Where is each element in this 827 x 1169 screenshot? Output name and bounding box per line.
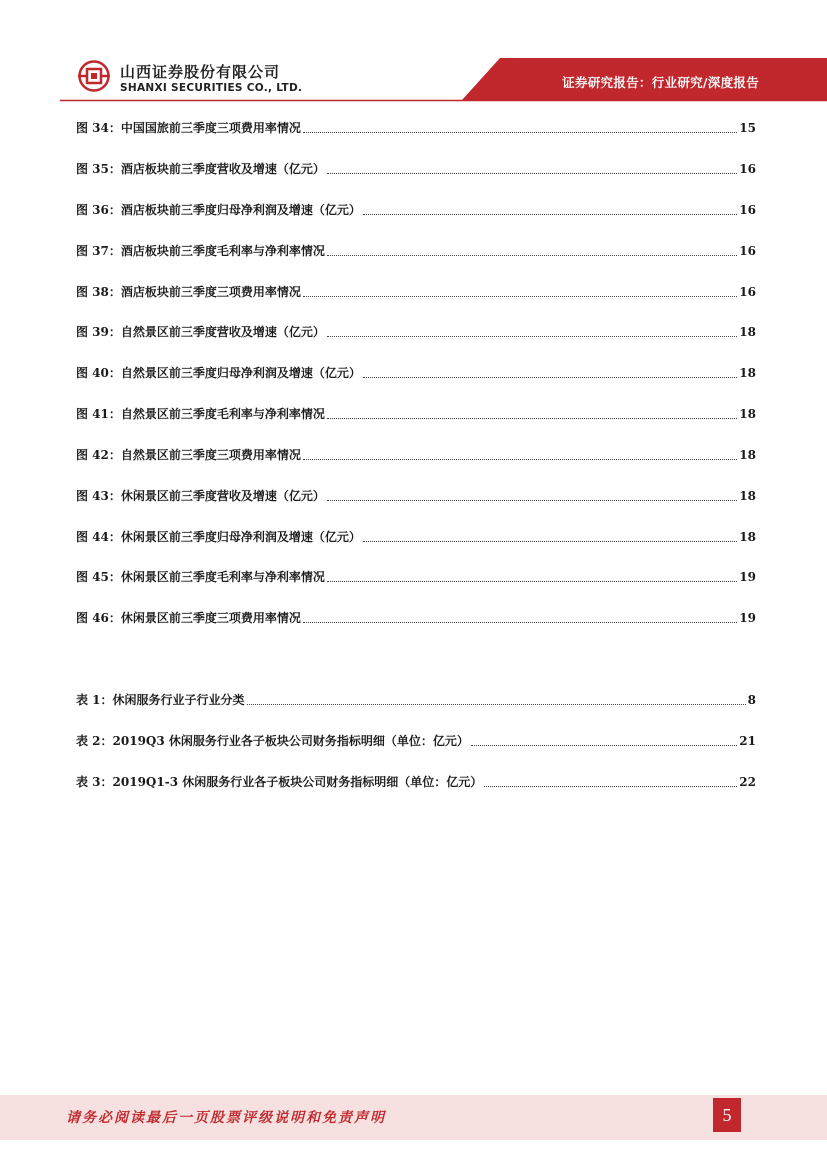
toc-entry-label: 图 34：中国国旅前三季度三项费用率情况: [76, 121, 301, 135]
toc-entry-label: 图 46：休闲景区前三季度三项费用率情况: [76, 611, 301, 625]
toc-entry-page: 18: [739, 489, 756, 503]
toc-leader-dots: [363, 376, 737, 378]
toc-entry-label: 表 2：2019Q3 休闲服务行业各子板块公司财务指标明细（单位：亿元）: [76, 734, 469, 748]
page-number: 5: [713, 1098, 741, 1132]
toc-entry-page: 16: [739, 162, 756, 176]
toc-entry-figure-45[interactable]: [76, 567, 756, 585]
toc-entry-figure-37[interactable]: [76, 241, 756, 259]
toc-leader-dots: [303, 295, 737, 297]
toc-entry-page: 15: [739, 121, 756, 135]
toc-entry-label: 图 44：休闲景区前三季度归母净利润及增速（亿元）: [76, 530, 361, 544]
toc-entry-label: 表 3：2019Q1-3 休闲服务行业各子板块公司财务指标明细（单位：亿元）: [76, 775, 483, 789]
toc-entry-page: 18: [739, 407, 756, 421]
toc-entry-page: 21: [739, 734, 756, 748]
toc-leader-dots: [303, 131, 737, 133]
toc-leader-dots: [327, 499, 737, 501]
toc-entry-figure-34[interactable]: [76, 118, 756, 136]
toc-entry-figure-40[interactable]: [76, 363, 756, 381]
toc-entry-page: 16: [739, 244, 756, 258]
toc-leader-dots: [327, 580, 737, 582]
toc-leader-dots: [327, 417, 737, 419]
toc-leader-dots: [363, 540, 737, 542]
toc-leader-dots: [363, 213, 737, 215]
toc-entry-page: 19: [739, 570, 756, 584]
toc-entry-page: 22: [739, 775, 756, 789]
toc-entry-label: 图 43：休闲景区前三季度营收及增速（亿元）: [76, 489, 325, 503]
toc-entry-label: 图 40：自然景区前三季度归母净利润及增速（亿元）: [76, 366, 361, 380]
toc-entry-figure-39[interactable]: [76, 322, 756, 340]
toc-entry-page: 19: [739, 611, 756, 625]
toc-entry-figure-43[interactable]: [76, 486, 756, 504]
toc-entry-page: 16: [739, 203, 756, 217]
toc-entry-figure-36[interactable]: [76, 200, 756, 218]
toc-entry-label: 图 38：酒店板块前三季度三项费用率情况: [76, 285, 301, 299]
toc-entry-figure-38[interactable]: [76, 282, 756, 300]
toc-entry-label: 图 41：自然景区前三季度毛利率与净利率情况: [76, 407, 325, 421]
toc-leader-dots: [484, 785, 737, 787]
toc-entry-page: 18: [739, 366, 756, 380]
toc-entry-page: 18: [739, 448, 756, 462]
toc-entry-label: 图 42：自然景区前三季度三项费用率情况: [76, 448, 301, 462]
toc-entry-figure-35[interactable]: [76, 159, 756, 177]
disclaimer-note: 请务必阅读最后一页股票评级说明和免责声明: [66, 1110, 386, 1126]
report-type-label: 证券研究报告：行业研究/深度报告: [562, 75, 759, 90]
toc-entry-page: 8: [747, 693, 756, 707]
toc-entry-page: 16: [739, 285, 756, 299]
toc-entry-table-1[interactable]: [76, 690, 756, 708]
toc-entry-page: 18: [739, 530, 756, 544]
company-name-cn: 山西证券股份有限公司: [120, 63, 281, 81]
page-header: [0, 0, 827, 110]
company-name-en: SHANXI SECURITIES CO., LTD.: [120, 82, 303, 94]
toc-leader-dots: [471, 744, 737, 746]
toc-entry-table-3[interactable]: [76, 772, 756, 790]
toc-leader-dots: [327, 172, 737, 174]
toc-entry-figure-41[interactable]: [76, 404, 756, 422]
toc-entry-figure-44[interactable]: [76, 527, 756, 545]
toc-entry-figure-42[interactable]: [76, 445, 756, 463]
toc-entry-label: 图 37：酒店板块前三季度毛利率与净利率情况: [76, 244, 325, 258]
toc-entry-page: 18: [739, 325, 756, 339]
toc-entry-label: 图 35：酒店板块前三季度营收及增速（亿元）: [76, 162, 325, 176]
toc-leader-dots: [327, 335, 737, 337]
toc-leader-dots: [303, 621, 737, 623]
toc-entry-figure-46[interactable]: [76, 608, 756, 626]
toc-entry-label: 图 36：酒店板块前三季度归母净利润及增速（亿元）: [76, 203, 361, 217]
toc-entry-table-2[interactable]: [76, 731, 756, 749]
toc-leader-dots: [303, 458, 737, 460]
company-logo-icon: [78, 60, 110, 92]
toc-leader-dots: [247, 703, 746, 705]
toc-entry-label: 表 1：休闲服务行业子行业分类: [76, 693, 245, 707]
toc-leader-dots: [327, 254, 737, 256]
toc-entry-label: 图 45：休闲景区前三季度毛利率与净利率情况: [76, 570, 325, 584]
toc-entry-label: 图 39：自然景区前三季度营收及增速（亿元）: [76, 325, 325, 339]
